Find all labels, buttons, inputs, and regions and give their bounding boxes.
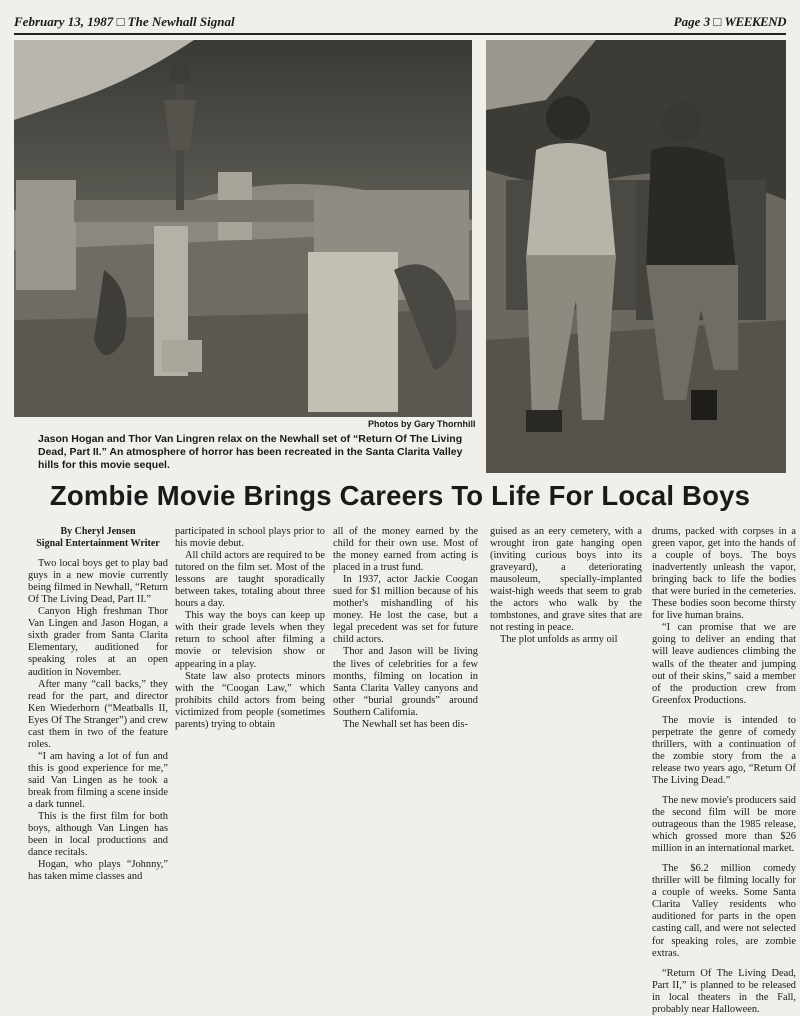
photo-caption: Jason Hogan and Thor Van Lingren relax on the Newhall set of “Return Of The Living Dead, Part II.” An atmosphere of horror has been recreated in the Santa Clarita Valley hills for this movie sequel. [38,433,463,471]
newspaper-name: The Newhall Signal [127,14,235,29]
header-left [14,14,235,30]
paragraph: “I am having a lot of fun and this is good experience for me,” said Van Lingen as he took a break from filming a scene inside a dark tunnel. [28,750,168,811]
paragraph: guised as an eery cemetery, with a wrought iron gate hanging open (inviting curious boys into its graveyard), a deteriorating mausoleum, specially-implanted waist-high weeds that seem to grab the actors who walk by the tombstones, and grave sites that are not resting in peace. [490,526,642,634]
paragraph: All child actors are required to be tutored on the film set. Most of the lessons are taught sporadically between takes, totaling about three hours a day. [175,550,325,610]
paragraph: Thor and Jason will be living the lives of celebrities for a few months, filming on location in Santa Clarita Valley canyons and other “burial grounds” around Southern California. [333,646,478,718]
paragraph: drums, packed with corpses in a green vapor, get into the hands of a couple of boys. The boys inadvertently unleash the vapor, bringing back to life the bodies that were buried in the cemeteries. These bodies soon become thirsty for live human brains. [652,526,796,622]
paragraph: State law also protects minors with the “Coogan Law,” which prohibits child actors from being victimized from people (sometimes parents) trying to obtain [175,670,325,730]
paragraph: This way the boys can keep up with their grade levels when they return to school after filming a movie or television show or appearing in a play. [175,610,325,670]
paragraph: The new movie's producers said the second film will be more outrageous than the 1985 release, which grossed more than $26 million in an international market. [652,794,796,855]
actors-photo-image [486,40,786,473]
header-rule [14,33,786,35]
paragraph: The plot unfolds as army oil [500,634,618,646]
paragraph: In 1937, actor Jackie Coogan sued for $1 million because of his mother's mishandling of his money. He lost the case, but a legal precedent was set for future child actors. [333,574,478,646]
article-column-1 [28,526,168,883]
paragraph: Canyon High freshman Thor Van Lingen and Jason Hogan, a sixth grader from Santa Clarita Elementary, auditioned for speaking roles at an open audition in November. [28,606,168,678]
header-right [674,14,786,30]
paragraph: “I can promise that we are going to deliver an ending that will leave audiences climbing the walls of the theater and jumping out of their skins,” said a member of the production crew from Greenfox Productions. [652,622,796,706]
paragraph: This is the first film for both boys, although Van Lingen has been in local productions and dance recitals. [28,811,168,859]
page-number: Page 3 [673,14,711,29]
weekend-section-logo: WEEKEND [724,14,786,29]
paragraph: all of the money earned by the child for their own use. Most of the money earned from acting is placed in a trust fund. [333,526,478,574]
separator-box: □ [713,14,722,29]
cemetery-set-photo [14,40,472,417]
paragraph: The Newhall set has been dis- [343,718,468,730]
page-header [14,12,786,34]
separator-box: □ [116,14,125,29]
paragraph: Two local boys get to play bad guys in a new movie currently being filmed in Newhall, “Return Of The Living Dead, Part II.” [28,558,168,606]
article-column-4 [490,526,642,646]
paragraph: After many “call backs,” they read for the part, and director Ken Wiederhorn (“Meatballs II, Eyes Of The Stranger”) and crew cast them in two of the feature roles. [28,678,168,750]
article-column-3 [333,526,478,731]
paragraph: Hogan, who plays “Johnny,” has taken mime classes and [28,859,168,883]
byline-author: By Cheryl Jensen [60,526,136,537]
paragraph: “Return Of The Living Dead, Part II,” is planned to be released in local theaters in the Fall, probably near Halloween. [652,967,796,1015]
paragraph: The $6.2 million comedy thriller will be filming locally for a couple of weeks. Some Santa Clarita Valley residents who auditioned for parts in the open casting call, and were not selected for speaking roles, are zombie extras. [652,863,796,959]
issue-date: February 13, 1987 [14,14,114,29]
byline [28,526,168,550]
paragraph: participated in school plays prior to his movie debut. [175,526,325,550]
photo-credit: Photos by Gary Thornhill [368,419,476,429]
byline-title: Signal Entertainment Writer [36,538,160,550]
article-headline: Zombie Movie Brings Careers To Life For Local Boys [49,480,751,511]
article-column-5 [652,526,796,1016]
article-column-2 [175,526,325,731]
cemetery-photo-image [14,40,472,417]
paragraph: The movie is intended to perpetrate the genre of comedy thrillers, with a continuation of the zombie story from the a release two years ago, “Return Of The Living Dead.” [652,714,796,786]
actors-photo [486,40,786,473]
